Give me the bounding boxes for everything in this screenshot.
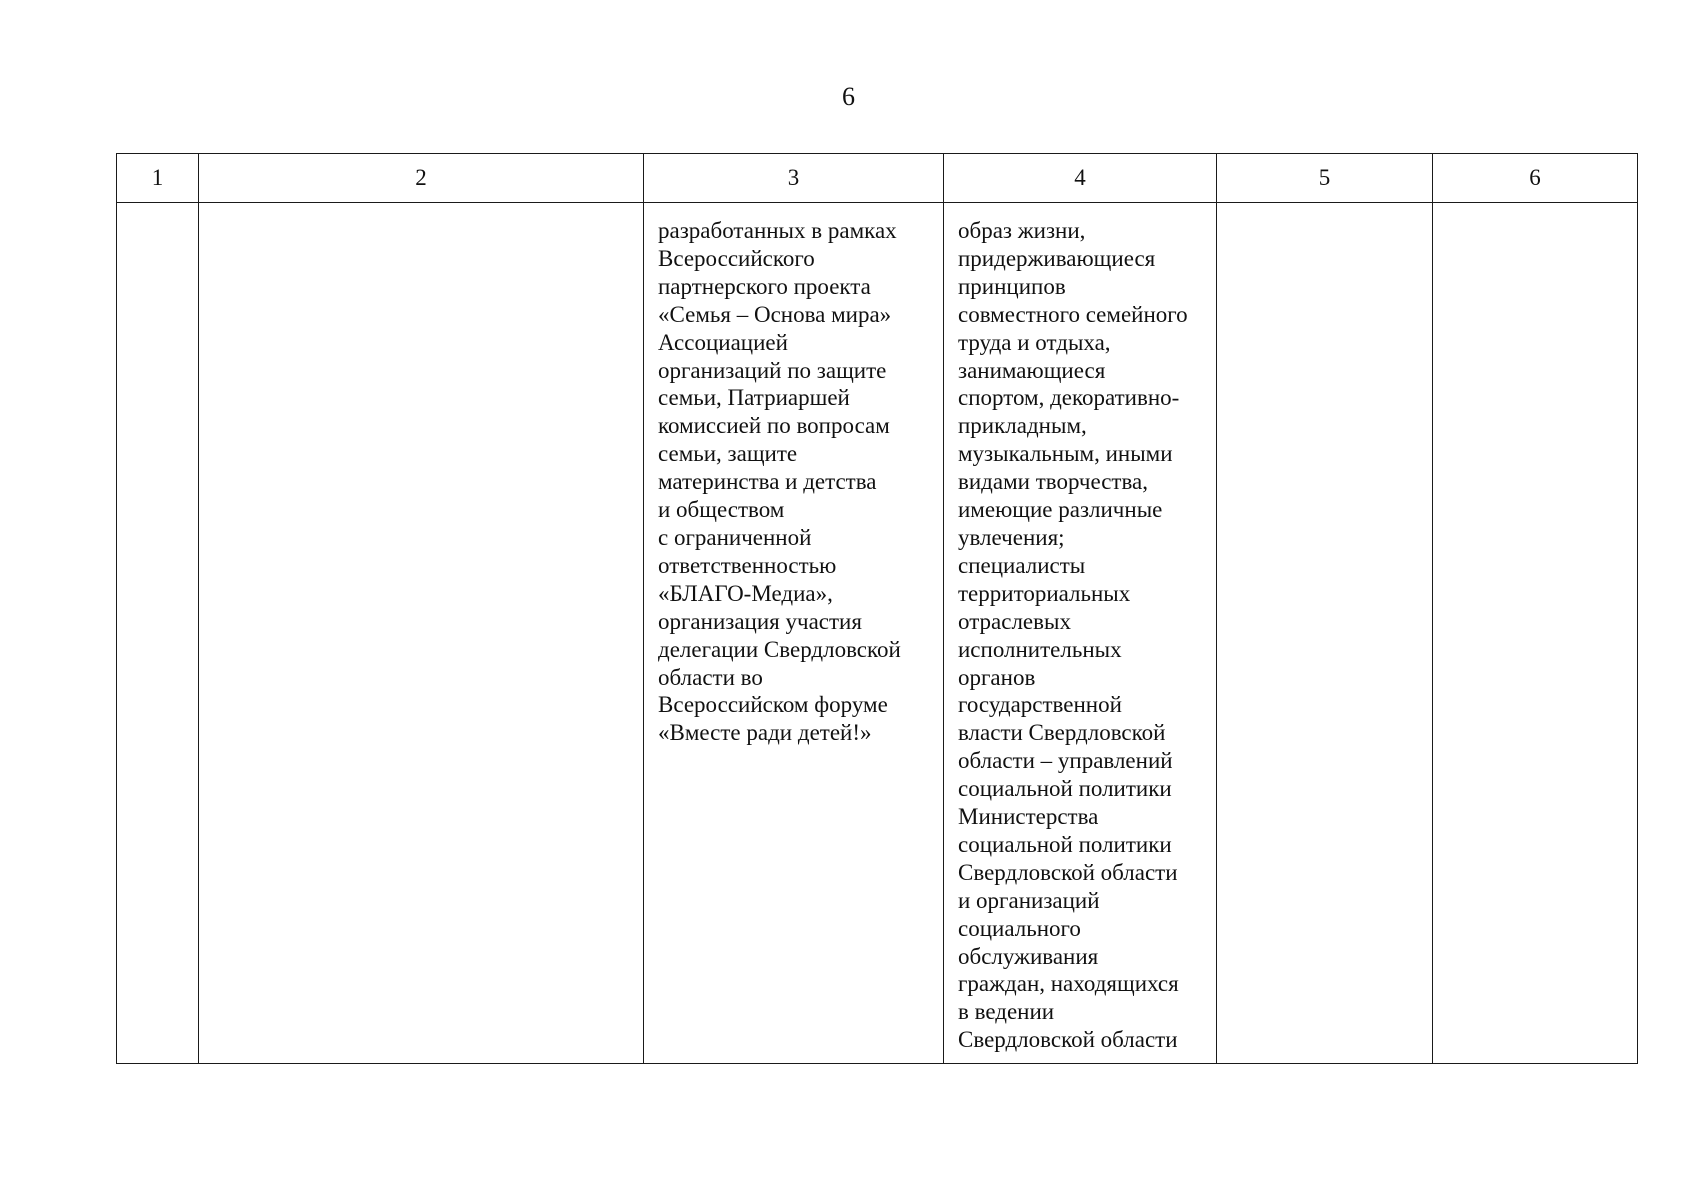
text-line: организаций по защите — [658, 357, 887, 383]
text-line: партнерского проекта — [658, 273, 871, 299]
text-line: отраслевых — [958, 608, 1071, 634]
text-line: спортом, декоративно- — [958, 385, 1180, 411]
text-line: государственной — [958, 692, 1122, 718]
text-line: совместного семейного — [958, 301, 1188, 327]
text-line: семьи, Патриаршей — [658, 385, 850, 411]
text-line: и обществом — [658, 497, 785, 523]
text-line: организация участия — [658, 608, 862, 634]
table-row — [117, 203, 1638, 1064]
cell-col-4 — [944, 203, 1217, 1064]
text-line: территориальных — [958, 580, 1131, 606]
text-line: социальной политики — [958, 776, 1172, 802]
text-line: видами творчества, — [958, 469, 1148, 495]
cell-col-1 — [117, 203, 199, 1064]
document-table — [116, 153, 1638, 1064]
text-line: делегации Свердловской — [658, 636, 901, 662]
text-line: «БЛАГО-Медиа», — [658, 580, 833, 606]
text-line: в ведении — [958, 999, 1055, 1025]
text-line: образ жизни, — [958, 218, 1086, 243]
text-line: и организаций — [958, 887, 1100, 913]
header-cell-2: 2 — [199, 154, 644, 203]
text-line: придерживающиеся — [958, 245, 1156, 271]
header-cell-1: 1 — [117, 154, 199, 203]
text-line: исполнительных — [958, 636, 1122, 662]
text-line: Ассоциацией — [658, 329, 788, 355]
header-cell-4: 4 — [944, 154, 1217, 203]
text-line: труда и отдыха, — [958, 329, 1111, 355]
header-cell-5: 5 — [1217, 154, 1433, 203]
col-3-text — [644, 203, 943, 747]
cell-col-6 — [1433, 203, 1638, 1064]
text-line: Министерства — [958, 804, 1099, 830]
text-line: специалисты — [958, 552, 1086, 578]
text-line: имеющие различные — [958, 497, 1163, 523]
text-line: комиссией по вопросам — [658, 413, 890, 439]
page-number: 6 — [842, 82, 855, 111]
text-line: музыкальным, иными — [958, 441, 1173, 467]
text-line: занимающиеся — [958, 357, 1106, 383]
text-line: обслуживания — [958, 943, 1099, 969]
text-line: социального — [958, 915, 1081, 941]
text-line: области во — [658, 664, 763, 690]
text-line: Свердловской области — [958, 1027, 1178, 1053]
header-cell-6: 6 — [1433, 154, 1638, 203]
text-line: власти Свердловской — [958, 720, 1166, 746]
text-line: с ограниченной — [658, 524, 812, 550]
text-line: материнства и детства — [658, 469, 877, 495]
text-line: семьи, защите — [658, 441, 798, 467]
text-line: социальной политики — [958, 831, 1172, 857]
cell-col-2 — [199, 203, 644, 1064]
text-line: Всероссийском форуме — [658, 692, 888, 718]
text-line: «Вместе ради детей!» — [658, 720, 872, 746]
text-line: органов — [958, 664, 1036, 690]
text-line: области – управлений — [958, 748, 1173, 774]
col-4-text — [944, 203, 1216, 1054]
text-line: ответственностью — [658, 552, 837, 578]
cell-col-5 — [1217, 203, 1433, 1064]
text-line: увлечения; — [958, 524, 1065, 550]
text-line: разработанных в рамках — [658, 218, 897, 243]
text-line: «Семья – Основа мира» — [658, 301, 892, 327]
header-cell-3: 3 — [644, 154, 944, 203]
text-line: Свердловской области — [958, 859, 1178, 885]
text-line: Всероссийского — [658, 245, 815, 271]
table-header-row — [117, 154, 1638, 203]
text-line: принципов — [958, 273, 1066, 299]
text-line: граждан, находящихся — [958, 971, 1179, 997]
cell-col-3 — [644, 203, 944, 1064]
text-line: прикладным, — [958, 413, 1087, 439]
